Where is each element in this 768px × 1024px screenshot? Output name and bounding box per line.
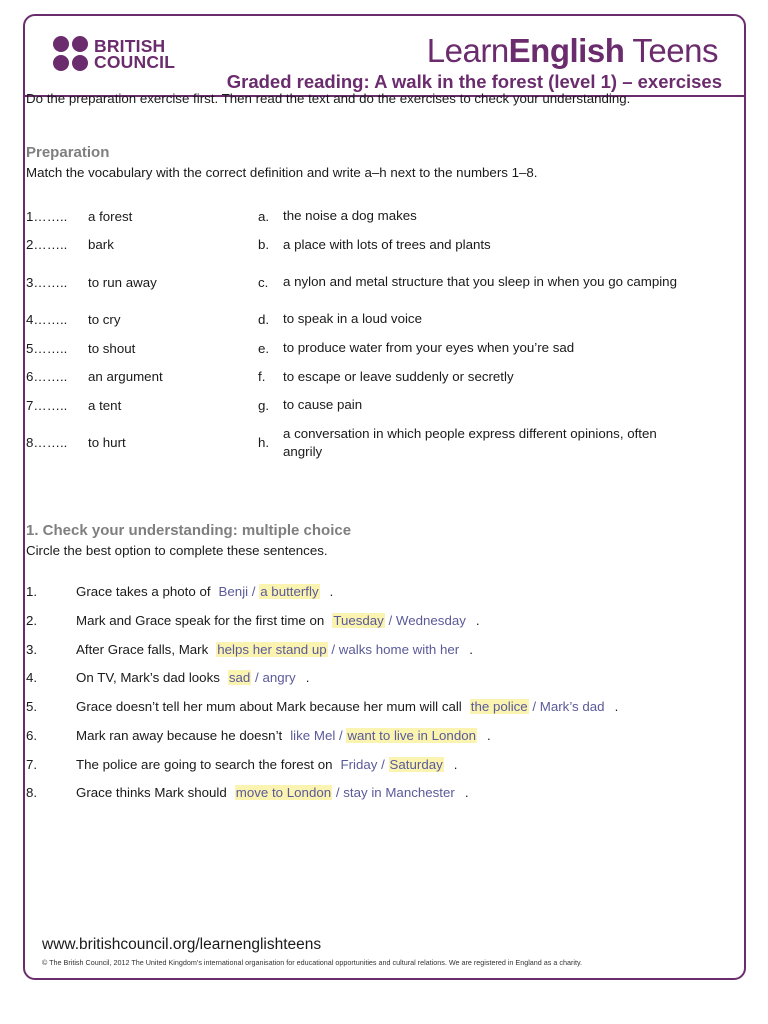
definition-letter: b. <box>258 237 270 253</box>
question-text: Mark ran away because he doesn’t like Mel / want to live in London . <box>76 727 491 743</box>
vocab-answer-blank[interactable]: 8…….. <box>26 435 68 451</box>
question-row <box>26 778 696 807</box>
definition-letter: h. <box>258 435 270 451</box>
sentence-end: . <box>475 613 480 629</box>
vocab-row <box>26 259 696 305</box>
answer-options: move to London / stay in Manchester <box>235 785 455 801</box>
answer-options: Tuesday / Wednesday <box>333 613 466 629</box>
question-number: 3. <box>26 641 38 657</box>
answer-option-1[interactable]: Benji <box>218 584 249 600</box>
vocab-row <box>26 231 696 260</box>
answer-options: Friday / Saturday <box>340 756 443 772</box>
answer-option-2[interactable]: Wednesday <box>395 613 466 629</box>
vocab-row <box>26 420 696 466</box>
definition-letter: g. <box>258 397 270 413</box>
vocab-answer-blank[interactable]: 4…….. <box>26 311 68 327</box>
sentence-end: . <box>469 641 473 657</box>
question-number: 8. <box>26 785 38 801</box>
sentence-end: . <box>487 727 491 743</box>
learnenglish-teens-logo: LearnEnglish Teens <box>426 32 718 69</box>
question-row <box>26 664 696 693</box>
definition-text: to cause pain <box>283 397 363 413</box>
vocab-word: a tent <box>88 397 122 413</box>
intro-text: Do the preparation exercise first. Then read the text and do the exercises to check your understanding. <box>26 91 631 106</box>
vocab-word: an argument <box>88 369 163 385</box>
definition-letter: a. <box>258 208 270 224</box>
sentence-end: . <box>329 584 334 600</box>
sentence-end: . <box>453 756 458 772</box>
definition-text: a place with lots of trees and plants <box>283 236 491 252</box>
answer-option-2[interactable]: a butterfly <box>260 584 319 600</box>
question-row <box>26 721 696 750</box>
multiple-choice-instruction: Circle the best option to complete these sentences. <box>26 542 328 558</box>
vocab-row <box>26 362 696 391</box>
question-number: 6. <box>26 727 38 743</box>
vocab-word: to hurt <box>88 435 126 451</box>
question-row <box>26 750 696 779</box>
british-council-logo <box>53 36 175 71</box>
question-text: Grace thinks Mark should move to London / stay in Manchester . <box>76 785 469 801</box>
vocab-answer-blank[interactable]: 1…….. <box>26 208 68 224</box>
definition-letter: f. <box>258 369 266 385</box>
vocab-row <box>26 334 696 363</box>
question-row <box>26 635 696 664</box>
multiple-choice-heading: 1. Check your understanding: multiple choice <box>26 521 352 539</box>
vocab-word: to shout <box>88 340 136 356</box>
sentence-end: . <box>305 670 310 686</box>
definition-text: to speak in a loud voice <box>283 311 422 327</box>
header <box>25 16 744 98</box>
definition-letter: e. <box>258 340 270 356</box>
question-number: 4. <box>26 670 38 686</box>
question-text: Mark and Grace speak for the first time on Tuesday / Wednesday . <box>76 613 480 629</box>
main-content <box>26 91 696 807</box>
definition-text: to escape or leave suddenly or secretly <box>283 368 514 384</box>
answer-options: Benji / a butterfly <box>218 584 319 600</box>
definition-letter: d. <box>258 311 270 327</box>
vocab-word: a forest <box>88 208 133 224</box>
preparation-heading: Preparation <box>26 144 110 161</box>
vocab-word: to run away <box>88 274 157 290</box>
footer-copyright: © The British Council, 2012 The United Kingdom’s international organisation for educational opportunities and cultural relations. We are registered in England as a charity. <box>42 958 583 967</box>
question-number: 5. <box>26 699 38 715</box>
question-row <box>26 692 696 721</box>
question-number: 2. <box>26 613 38 629</box>
question-row <box>26 578 696 607</box>
answer-option-1[interactable]: helps her stand up <box>217 641 327 657</box>
vocab-answer-blank[interactable]: 7…….. <box>26 397 68 413</box>
answer-option-1[interactable]: the police <box>470 699 528 715</box>
british-council-dots-icon <box>53 36 88 71</box>
answer-option-2[interactable]: angry <box>262 670 296 686</box>
vocabulary-table <box>26 202 696 466</box>
answer-options: sad / angry <box>228 670 296 686</box>
vocab-answer-blank[interactable]: 6…….. <box>26 369 68 385</box>
preparation-instruction: Match the vocabulary with the correct definition and write a–h next to the numbers 1–8. <box>26 165 538 180</box>
answer-option-2[interactable]: Saturday <box>389 756 443 772</box>
answer-option-2[interactable]: walks home with her <box>338 641 460 657</box>
vocab-row <box>26 391 696 420</box>
question-row <box>26 606 696 635</box>
vocab-answer-blank[interactable]: 5…….. <box>26 340 68 356</box>
sentence-end: . <box>614 699 619 715</box>
vocab-answer-blank[interactable]: 2…….. <box>26 237 68 253</box>
definition-text: a conversation in which people express different opinions, often angrily <box>283 425 657 459</box>
vocab-row <box>26 202 696 231</box>
definition-letter: c. <box>258 274 269 290</box>
question-text: After Grace falls, Mark helps her stand up / walks home with her . <box>76 641 473 657</box>
question-text: Grace doesn’t tell her mum about Mark because her mum will call the police / Mark’s dad . <box>76 699 619 715</box>
answer-option-2[interactable]: Mark’s dad <box>539 699 605 715</box>
vocab-word: to cry <box>88 311 121 327</box>
answer-option-1[interactable]: move to London <box>235 785 332 801</box>
answer-option-1[interactable]: like Mel <box>290 727 336 743</box>
footer-url: www.britishcouncil.org/learnenglishteens <box>42 936 322 953</box>
answer-options: like Mel / want to live in London <box>290 727 477 743</box>
definition-text: the noise a dog makes <box>283 208 417 224</box>
page-title: Graded reading: A walk in the forest (level 1) – exercises <box>226 71 722 92</box>
definition-text: to produce water from your eyes when you’re sad <box>283 340 575 356</box>
answer-options: helps her stand up / walks home with her <box>217 641 460 657</box>
multiple-choice-list <box>26 578 696 808</box>
sentence-end: . <box>464 785 469 801</box>
vocab-row <box>26 305 696 334</box>
british-council-wordmark: BRITISH COUNCIL <box>94 35 176 72</box>
question-text: The police are going to search the forest on Friday / Saturday . <box>76 756 458 772</box>
answer-option-1[interactable]: Tuesday <box>333 613 384 629</box>
question-text: On TV, Mark’s dad looks sad / angry . <box>76 670 310 686</box>
question-number: 1. <box>26 584 38 600</box>
vocab-word: bark <box>88 237 114 253</box>
question-number: 7. <box>26 756 38 772</box>
answer-option-1[interactable]: sad <box>228 670 251 686</box>
answer-option-1[interactable]: Friday <box>340 756 378 772</box>
answer-option-2[interactable]: want to live in London <box>347 727 477 743</box>
question-text: Grace takes a photo of Benji / a butterfly . <box>76 584 334 600</box>
definition-text: a nylon and metal structure that you sleep in when you go camping <box>283 274 677 290</box>
answer-options: the police / Mark’s dad <box>470 699 605 715</box>
vocab-answer-blank[interactable]: 3…….. <box>26 274 68 290</box>
answer-option-2[interactable]: stay in Manchester <box>343 785 455 801</box>
